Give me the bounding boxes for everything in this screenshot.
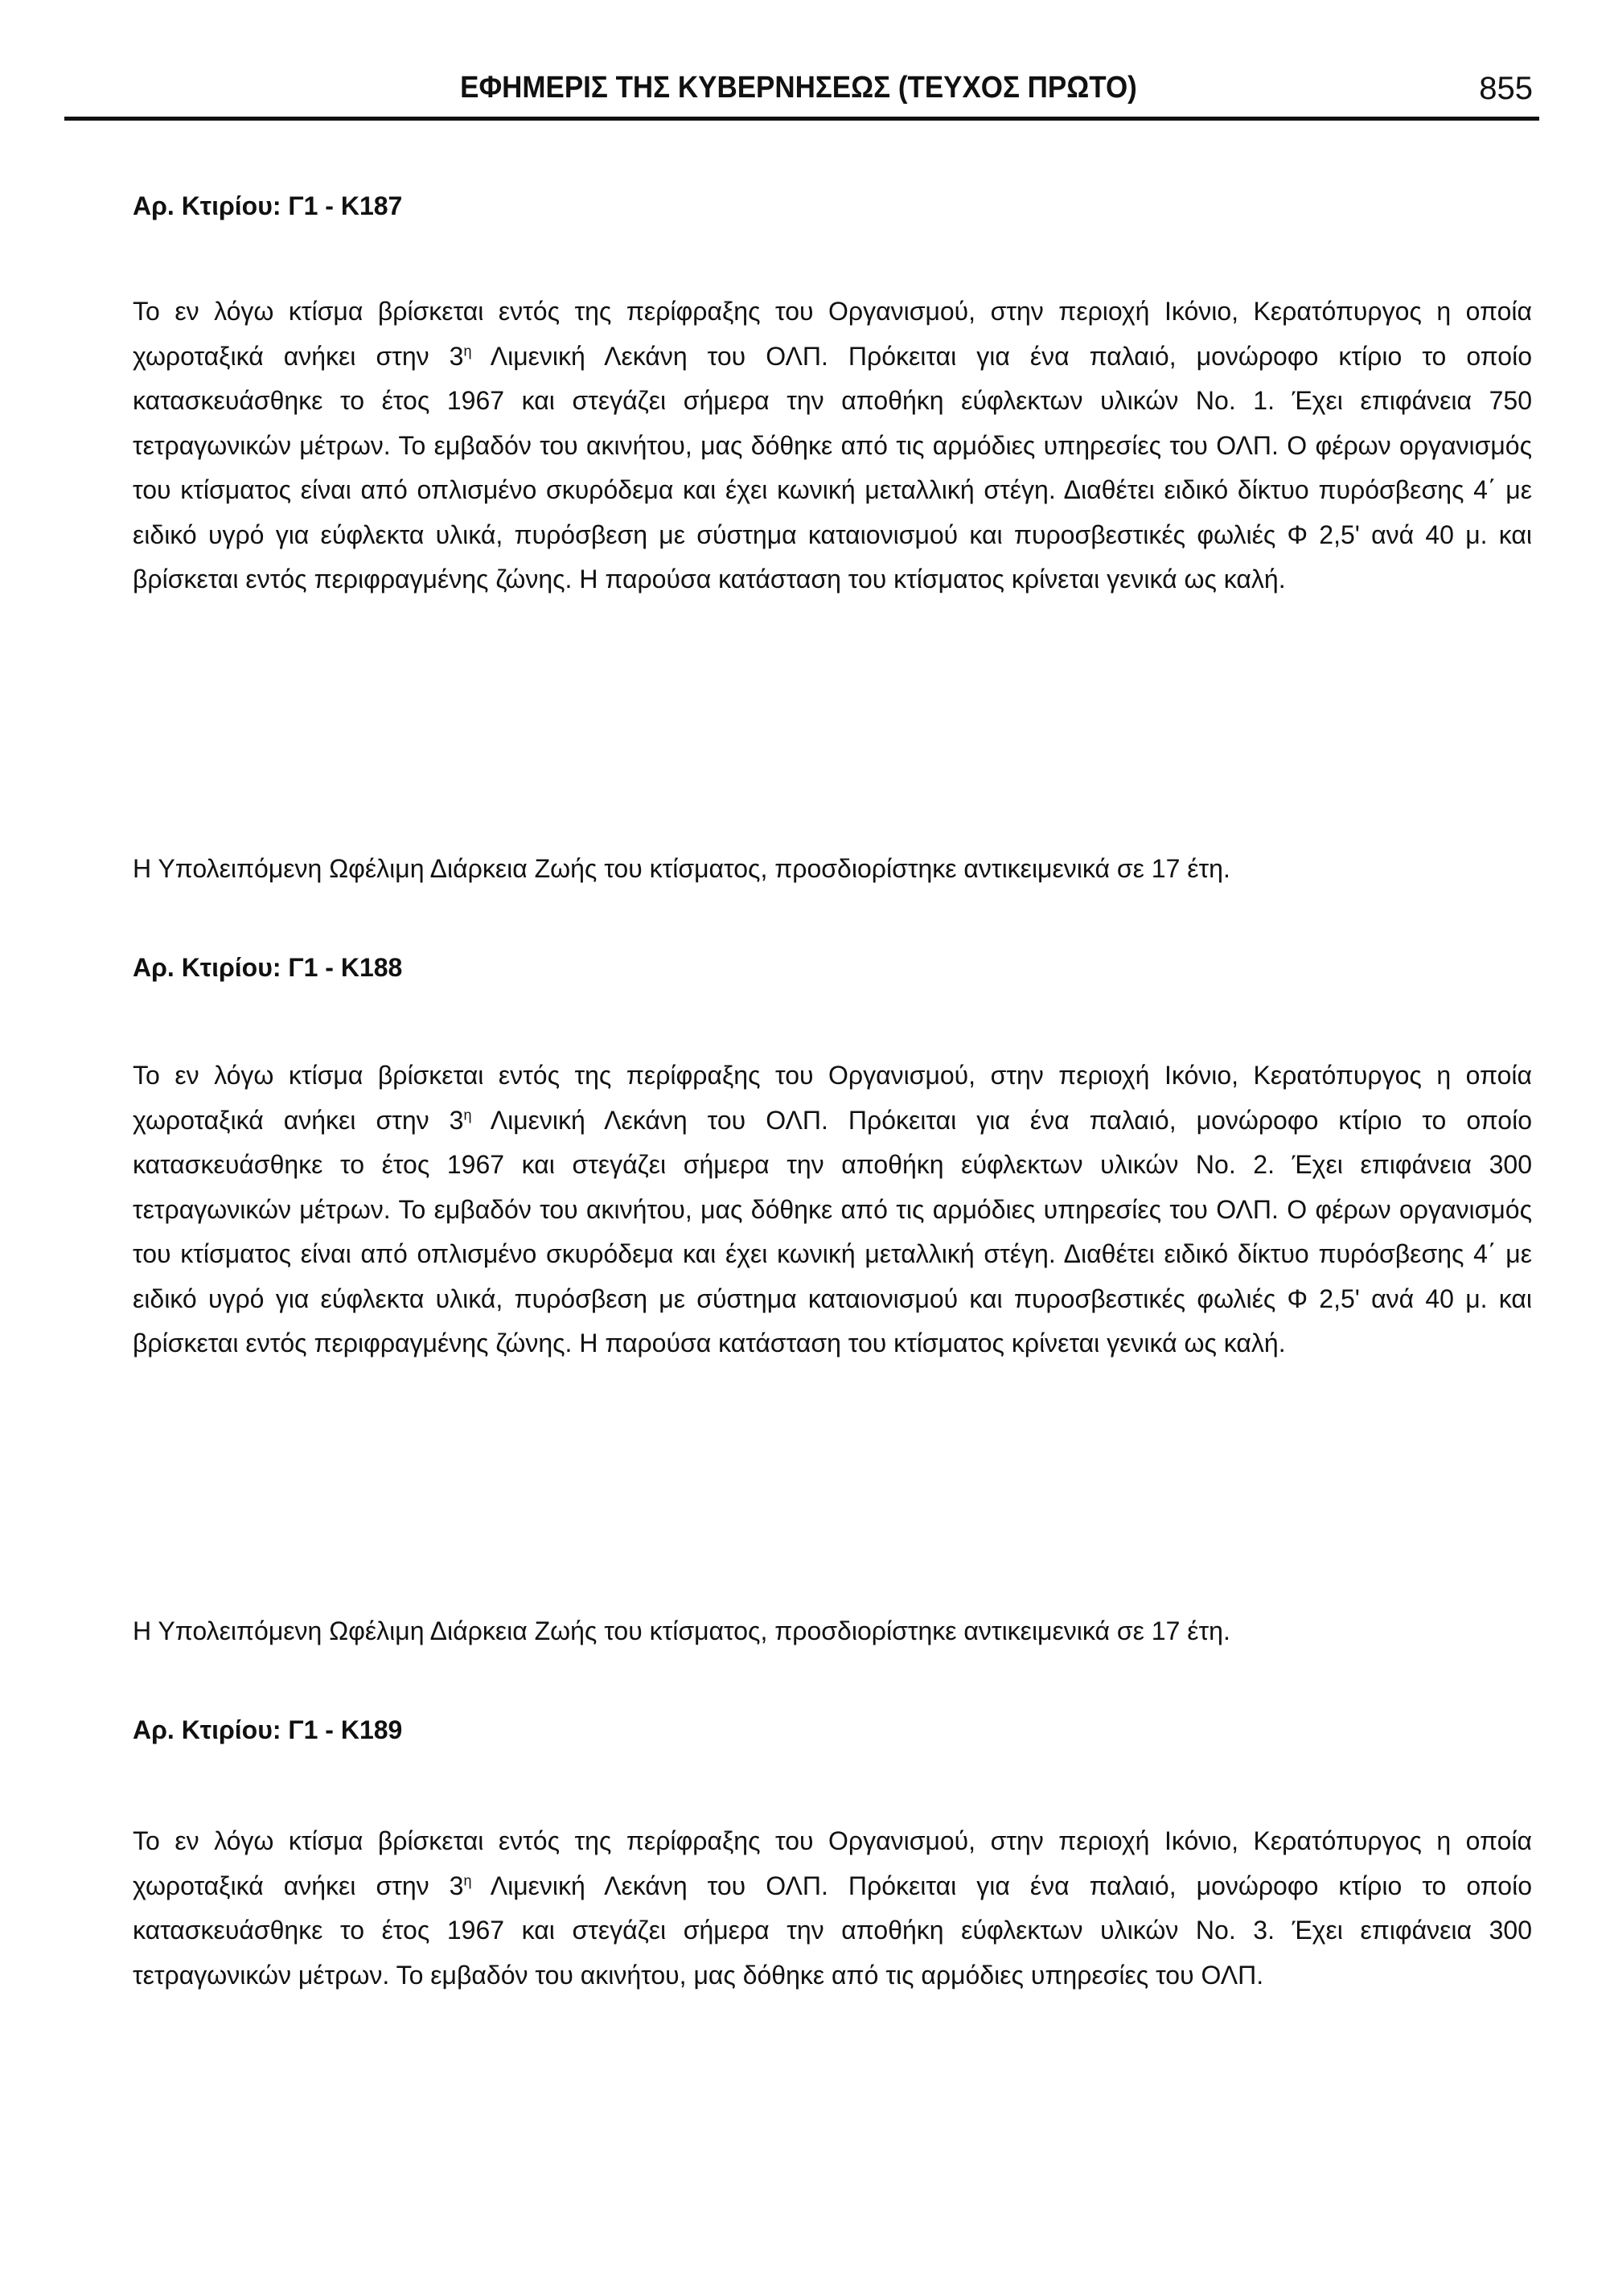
building-description-k188 (133, 1054, 1532, 1366)
building-description-k187 (133, 290, 1532, 602)
remaining-life-k187: Η Υπολειπόμενη Ωφέλιμη Διάρκεια Ζωής του κτίσματος, προσδιορίστηκε αντικειμενικά σε 17 έτη. (133, 854, 1230, 883)
building-label-k188: Αρ. Κτιρίου: Γ1 - Κ188 (133, 953, 403, 982)
building-description-k189 (133, 1819, 1532, 1998)
description-text: Λιμενική Λεκάνη του ΟΛΠ. Πρόκειται για ένα παλαιό, μονώροφο κτίριο το οποίο κατασκευάσθηκε το έτος 1967 και στεγάζει σήμερα την αποθήκη εύφλεκτων υλικών No. 1. Έχει επιφάνεια 750 τετραγωνικών μέτρων. Το εμβαδόν του ακινήτου, μας δόθηκε από τις αρμόδιες υπηρεσίες του ΟΛΠ. Ο φέρων οργανισμός του κτίσματος είναι από οπλισμένο σκυρόδεμα και έχει κωνική μεταλλική στέγη. Διαθέτει ειδικό δίκτυο πυρόσβεσης 4΄ με ειδικό υγρό για εύφλεκτα υλικά, πυρόσβεση με σύστημα καταιονισμού και πυροσβεστικές φωλιές Φ 2,5' ανά 40 μ. και βρίσκεται εντός περιφραγμένης ζώνης. Η παρούσα κατάσταση του κτίσματος κρίνεται γενικά ως καλή. (133, 341, 1532, 594)
remaining-life-k188: Η Υπολειπόμενη Ωφέλιμη Διάρκεια Ζωής του κτίσματος, προσδιορίστηκε αντικειμενικά σε 17 έτη. (133, 1616, 1230, 1645)
description-text: Το εν λόγω κτίσμα βρίσκεται εντός της περίφραξης του Οργανισμού, στην περιοχή Ικόνιο, Κερατόπυργος η οποία χωροταξικά ανήκει στην 3 (133, 1061, 1532, 1135)
header-divider (64, 117, 1539, 121)
page-header (64, 71, 1533, 119)
building-label-k187: Αρ. Κτιρίου: Γ1 - Κ187 (133, 191, 403, 220)
building-label-k189: Αρ. Κτιρίου: Γ1 - Κ189 (133, 1715, 403, 1744)
description-text: Λιμενική Λεκάνη του ΟΛΠ. Πρόκειται για ένα παλαιό, μονώροφο κτίριο το οποίο κατασκευάσθηκε το έτος 1967 και στεγάζει σήμερα την αποθήκη εύφλεκτων υλικών No. 3. Έχει επιφάνεια 300 τετραγωνικών μέτρων. Το εμβαδόν του ακινήτου, μας δόθηκε από τις αρμόδιες υπηρεσίες του ΟΛΠ. (133, 1871, 1532, 1990)
description-text: Το εν λόγω κτίσμα βρίσκεται εντός της περίφραξης του Οργανισμού, στην περιοχή Ικόνιο, Κερατόπυργος η οποία χωροταξικά ανήκει στην 3 (133, 1826, 1532, 1900)
description-text: Λιμενική Λεκάνη του ΟΛΠ. Πρόκειται για ένα παλαιό, μονώροφο κτίριο το οποίο κατασκευάσθηκε το έτος 1967 και στεγάζει σήμερα την αποθήκη εύφλεκτων υλικών No. 2. Έχει επιφάνεια 300 τετραγωνικών μέτρων. Το εμβαδόν του ακινήτου, μας δόθηκε από τις αρμόδιες υπηρεσίες του ΟΛΠ. Ο φέρων οργανισμός του κτίσματος είναι από οπλισμένο σκυρόδεμα και έχει κωνική μεταλλική στέγη. Διαθέτει ειδικό δίκτυο πυρόσβεσης 4΄ με ειδικό υγρό για εύφλεκτα υλικά, πυρόσβεση με σύστημα καταιονισμού και πυροσβεστικές φωλιές Φ 2,5' ανά 40 μ. και βρίσκεται εντός περιφραγμένης ζώνης. Η παρούσα κατάσταση του κτίσματος κρίνεται γενικά ως καλή. (133, 1105, 1532, 1357)
description-text: Το εν λόγω κτίσμα βρίσκεται εντός της περίφραξης του Οργανισμού, στην περιοχή Ικόνιο, Κερατόπυργος η οποία χωροταξικά ανήκει στην 3 (133, 297, 1532, 371)
gazette-title: ΕΦΗΜΕΡΙΣ ΤΗΣ ΚΥΒΕΡΝΗΣΕΩΣ (ΤΕΥΧΟΣ ΠΡΩΤΟ) (460, 71, 1137, 105)
ordinal-suffix: η (463, 1106, 472, 1123)
ordinal-suffix: η (463, 342, 472, 359)
page-number: 855 (1479, 71, 1533, 106)
ordinal-suffix: η (463, 1871, 472, 1888)
